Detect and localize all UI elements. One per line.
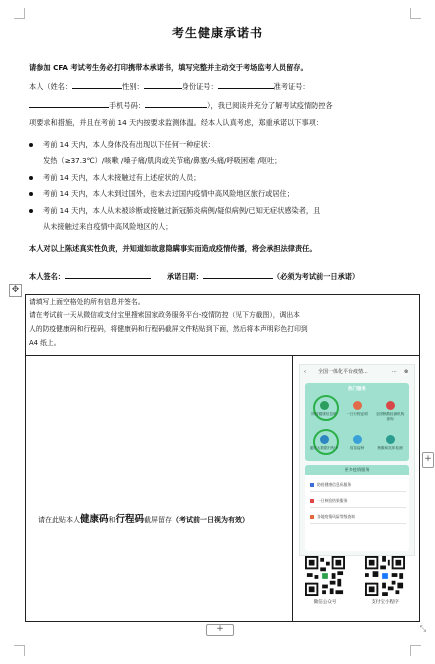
form-line-3[interactable]: 项要求和措施，并且在考前 14 天内按要求监测体温。经本人认真考虑，郑重承诺以下事项： — [29, 118, 324, 127]
code-table — [25, 294, 420, 622]
list-item: 各地疫情风险等级查询 — [310, 511, 406, 524]
gender-blank[interactable] — [144, 80, 182, 89]
qr-caption: 微信公众号 — [313, 600, 337, 605]
phone-title: 全国一体化平台疫情... — [318, 369, 368, 375]
date-label: 承诺日期： — [166, 272, 203, 281]
health-code-icon — [320, 401, 329, 410]
trip-card-icon — [320, 435, 329, 444]
bullet-text: 考前 14 天内，本人未到过国外，也未去过国内疫情中高风险地区旅行或居住； — [43, 189, 294, 198]
bullet-text: 考前 14 天内，本人从未被诊断或接触过新冠肺炎病例/疑似病例/已知无症状感染者，且 — [43, 206, 321, 215]
page-corner-mark — [14, 8, 25, 19]
add-column-button[interactable]: + — [422, 452, 434, 468]
phone-label: 手机号码： — [109, 101, 145, 110]
notice-line[interactable]: 请参加 CFA 考试考生务必打印携带本承诺书，填写完整并主动交于考场监考人员留存。 — [29, 63, 308, 72]
id-label: 身份证号： — [181, 82, 218, 91]
close-icon: ⊗ — [404, 369, 409, 375]
alipay-qr-code — [365, 556, 405, 596]
instruction-line: 人的防疫健康码和行程码，将健康码和行程码截屏文件粘贴到下面，然后将本声明彩色打印到 — [29, 325, 308, 333]
ticket-label: 准考证号： — [273, 82, 310, 91]
name-blank[interactable] — [72, 80, 122, 89]
bullet-text: 从未接触过来自疫情中高风险地区的人； — [43, 222, 173, 231]
bullet-text: 考前 14 天内，本人未接触过有上述症状的人员； — [43, 173, 201, 182]
sign-label: 本人签名： — [29, 272, 65, 281]
table-instruction-cell[interactable] — [26, 295, 419, 356]
grid-item: 核酸和抗体检测 — [375, 435, 405, 451]
qr-caption: 支付宝小程序 — [371, 600, 399, 605]
paste-trip-code: 行程码 — [115, 514, 145, 525]
paste-text: 和 — [108, 516, 116, 524]
service-icon — [310, 499, 314, 503]
bullet-dot — [29, 143, 33, 147]
gender-label: 性别： — [122, 82, 144, 91]
date-blank[interactable] — [203, 270, 273, 279]
signature-line[interactable] — [29, 270, 411, 282]
paste-note: （考试前一日视为有效） — [172, 516, 250, 524]
itinerary-icon — [353, 401, 362, 410]
paste-health-code: 健康码 — [80, 514, 109, 525]
phone-topbar — [300, 365, 414, 379]
instruction-line: 请在考试前一天从微信或支付宝里搜索国家政务服务平台-疫情防控（见下方截图），调出本 — [29, 311, 300, 319]
bullet-text: 考前 14 天内，本人身体没有出现以下任何一种症状： — [43, 140, 215, 149]
back-arrow-icon: ‹ — [304, 369, 306, 375]
bullet-dot — [29, 209, 33, 213]
table-resize-handle[interactable]: ⤡ — [419, 624, 427, 633]
screenshot-cell[interactable] — [293, 356, 419, 621]
pledge-line[interactable]: 本人对以上陈述真实性负责，并知道如故意隐瞒事实而造成疫情传播，将会承担法律责任。 — [29, 244, 317, 253]
instruction-line: A4 纸上。 — [29, 339, 61, 347]
page-corner-mark — [410, 645, 421, 656]
document-title[interactable]: 考生健康承诺书 — [171, 26, 263, 40]
more-icon: ··· — [392, 369, 397, 375]
form-line-2-suffix: ），我已阅读并充分了解考试疫情防控各 — [206, 101, 333, 110]
phone-blank[interactable] — [145, 99, 207, 108]
vaccine-icon — [353, 435, 362, 444]
instruction-line: 请填写上面空格处的所有信息并签名。 — [29, 298, 145, 306]
bullet-dot — [29, 192, 33, 196]
name-label: 本人（姓名： — [29, 82, 73, 91]
grid-item: 通信大数据行程卡 — [309, 435, 339, 451]
page-corner-mark — [410, 8, 421, 19]
bullet-text: 发热（≥37.3℃）/咳嗽 /嗓子痛/肌肉或关节痛/鼻塞/头痛/呼吸困难 /呕吐； — [43, 156, 282, 165]
id-blank[interactable] — [218, 80, 274, 89]
form-line-2[interactable] — [29, 99, 411, 111]
grid-item: 疫苗接种 — [342, 435, 372, 451]
wechat-qr-code — [305, 556, 345, 596]
hot-services-card — [305, 383, 409, 461]
ticket-blank[interactable] — [29, 99, 109, 108]
paste-text: 截屏留存 — [144, 516, 173, 524]
grid-item: 一日行程证明 — [342, 401, 372, 417]
service-icon — [310, 483, 314, 487]
page-corner-mark — [14, 645, 25, 656]
add-row-button[interactable]: + — [206, 624, 234, 636]
paste-area-cell[interactable] — [26, 356, 293, 621]
grid-item: 防疫健康信息码 — [309, 401, 339, 417]
grid-item: 全国核酸检测机构查询 — [375, 401, 405, 421]
list-item: 一日核验结果服务 — [310, 495, 406, 508]
bullet-dot — [29, 176, 33, 180]
phone-screenshot — [299, 364, 415, 556]
paste-text: 请在此贴本人 — [38, 516, 80, 524]
service-icon — [310, 515, 314, 519]
list-item: 防疫健康信息码服务 — [310, 479, 406, 492]
hospital-icon — [386, 401, 395, 410]
form-line-1[interactable] — [29, 80, 411, 92]
services-list — [305, 465, 409, 551]
table-move-handle[interactable]: ✥ — [9, 284, 22, 297]
paste-instruction — [38, 514, 288, 526]
list-header: 更多疫情服务 — [305, 465, 409, 475]
test-icon — [386, 435, 395, 444]
sign-blank[interactable] — [65, 270, 151, 279]
section-title: 热门服务 — [348, 387, 366, 392]
date-note: （必须为考试前一日承诺） — [272, 272, 360, 281]
